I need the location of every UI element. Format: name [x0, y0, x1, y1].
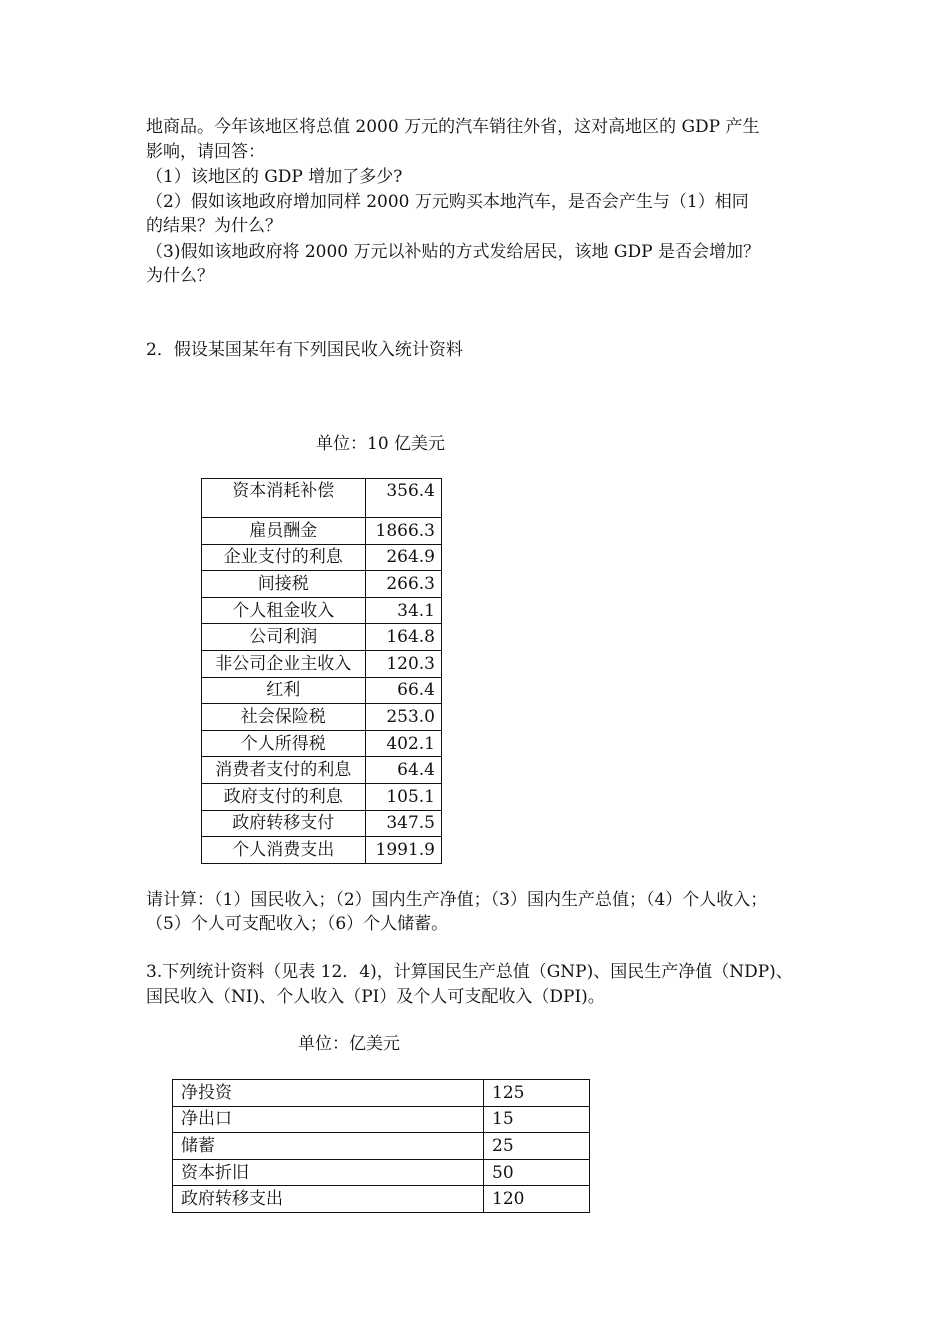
- q2-ask-line-1: 请计算：（1）国民收入；（2）国内生产净值；（3）国内生产总值；（4）个人收入；: [146, 890, 768, 910]
- table-row: [202, 571, 442, 598]
- table-cell-item: 公司利润: [202, 624, 366, 651]
- table-cell-value: 50: [484, 1159, 590, 1186]
- table-row: [202, 597, 442, 624]
- table-cell-item: 个人消费支出: [202, 837, 366, 864]
- table-row: [202, 518, 442, 545]
- table-cell-value: 125: [484, 1080, 590, 1107]
- table-cell-value: 253.0: [365, 704, 442, 731]
- table-cell-item: 企业支付的利息: [202, 544, 366, 571]
- table-cell-item: 资本折旧: [173, 1159, 484, 1186]
- table-row: [202, 650, 442, 677]
- table-cell-item: 间接税: [202, 571, 366, 598]
- table-row: [173, 1159, 590, 1186]
- table-row: [202, 730, 442, 757]
- table-row: [202, 677, 442, 704]
- q2-ask-line-2: （5）个人可支配收入；（6）个人储蓄。: [146, 914, 449, 934]
- table-row: [173, 1080, 590, 1107]
- table-cell-item: 消费者支付的利息: [202, 757, 366, 784]
- table-cell-item: 政府支付的利息: [202, 783, 366, 810]
- q1-line-3: （1）该地区的 GDP 增加了多少?: [146, 167, 403, 187]
- table-cell-item: 资本消耗补偿: [202, 479, 366, 518]
- table-row: [173, 1186, 590, 1213]
- table-row: [202, 479, 442, 518]
- q1-line-7: 为什么？: [146, 266, 214, 286]
- table-cell-value: 64.4: [365, 757, 442, 784]
- table-cell-value: 25: [484, 1133, 590, 1160]
- table-cell-value: 356.4: [365, 479, 442, 518]
- q2-unit: 单位：10 亿美元: [316, 434, 446, 454]
- table-cell-value: 120.3: [365, 650, 442, 677]
- table-cell-item: 社会保险税: [202, 704, 366, 731]
- table-cell-value: 164.8: [365, 624, 442, 651]
- national-income-table: [201, 478, 442, 864]
- table-row: [202, 783, 442, 810]
- table-cell-value: 15: [484, 1106, 590, 1133]
- table-cell-value: 347.5: [365, 810, 442, 837]
- q2-title: 2．假设某国某年有下列国民收入统计资料: [146, 340, 463, 360]
- table-row: [173, 1133, 590, 1160]
- table-cell-value: 34.1: [365, 597, 442, 624]
- table-cell-item: 政府转移支付: [202, 810, 366, 837]
- q1-line-1: 地商品。今年该地区将总值 2000 万元的汽车销往外省，这对高地区的 GDP 产生: [146, 117, 760, 137]
- table-cell-item: 个人租金收入: [202, 597, 366, 624]
- table-cell-value: 66.4: [365, 677, 442, 704]
- q1-line-4: （2）假如该地政府增加同样 2000 万元购买本地汽车，是否会产生与（1）相同: [146, 192, 749, 212]
- q1-line-5: 的结果？为什么？: [146, 216, 282, 236]
- q1-line-6: （3)假如该地政府将 2000 万元以补贴的方式发给居民，该地 GDP 是否会增加？: [146, 242, 760, 262]
- table-row: [202, 810, 442, 837]
- table-row: [173, 1106, 590, 1133]
- table-cell-value: 266.3: [365, 571, 442, 598]
- table-cell-item: 净出口: [173, 1106, 484, 1133]
- q3-line-2: 国民收入（NI)、个人收入（PI）及个人可支配收入（DPI)。: [146, 987, 605, 1007]
- table-row: [202, 704, 442, 731]
- table-cell-item: 政府转移支出: [173, 1186, 484, 1213]
- table-cell-value: 402.1: [365, 730, 442, 757]
- table-row: [202, 544, 442, 571]
- table-cell-value: 120: [484, 1186, 590, 1213]
- table-cell-value: 1991.9: [365, 837, 442, 864]
- statistics-table: [172, 1079, 590, 1213]
- table-row: [202, 757, 442, 784]
- table-row: [202, 837, 442, 864]
- q1-line-2: 影响，请回答：: [146, 142, 265, 162]
- q3-unit: 单位：亿美元: [298, 1034, 400, 1054]
- table-cell-value: 1866.3: [365, 518, 442, 545]
- table-cell-item: 储蓄: [173, 1133, 484, 1160]
- table-cell-value: 105.1: [365, 783, 442, 810]
- table-cell-item: 个人所得税: [202, 730, 366, 757]
- table-cell-item: 雇员酬金: [202, 518, 366, 545]
- table-cell-item: 红利: [202, 677, 366, 704]
- table-cell-item: 净投资: [173, 1080, 484, 1107]
- table-cell-value: 264.9: [365, 544, 442, 571]
- table-cell-item: 非公司企业主收入: [202, 650, 366, 677]
- table-row: [202, 624, 442, 651]
- q3-line-1: 3.下列统计资料（见表 12．4)，计算国民生产总值（GNP)、国民生产净值（NDP)、: [146, 962, 793, 982]
